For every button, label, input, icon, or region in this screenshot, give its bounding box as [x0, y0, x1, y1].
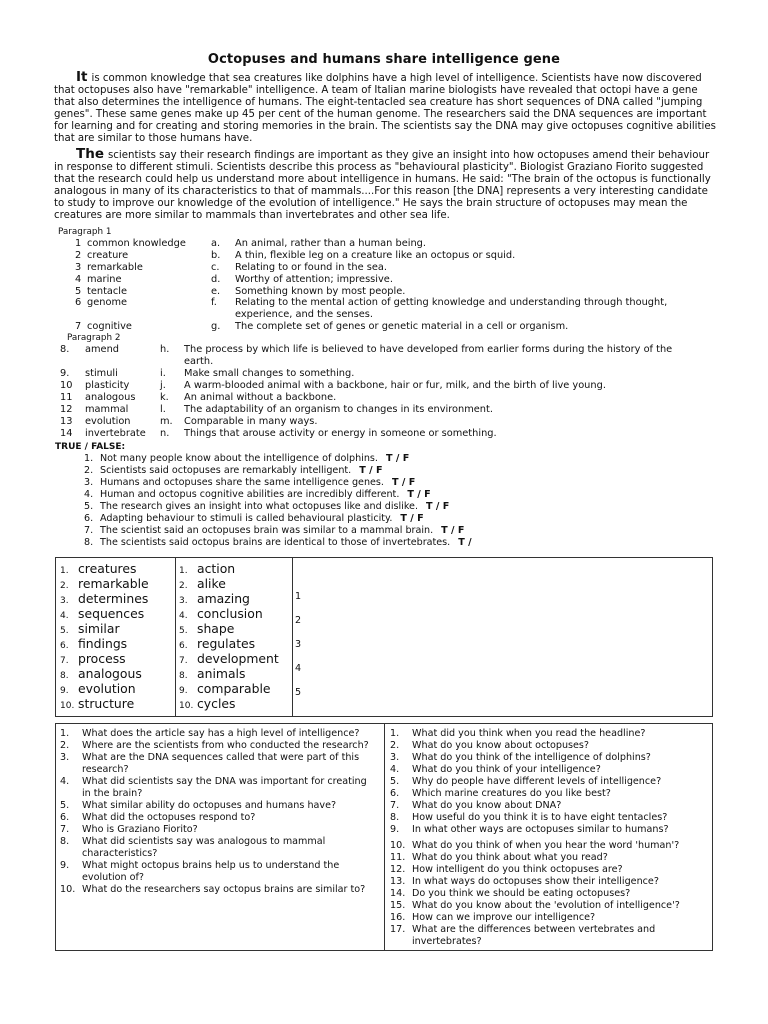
statement-text: Not many people know about the intelligence of dolphins. — [100, 453, 378, 464]
question-text: What did scientists say was analogous to mammal characteristics? — [82, 836, 326, 859]
word-text: comparable — [197, 681, 271, 696]
question-text: What did scientists say the DNA was important for creating in the brain? — [82, 776, 367, 799]
question-item — [390, 864, 710, 876]
vocab-definition: The complete set of genes or genetic material in a cell or organism. — [235, 321, 569, 332]
item-number: 4. — [84, 489, 94, 500]
vocab-letter: n. — [160, 428, 170, 439]
question-number: 12. — [390, 864, 406, 875]
question-item — [390, 788, 710, 800]
word-text: creatures — [78, 561, 137, 576]
true-false-item — [84, 513, 424, 525]
question-text: What do you think of your intelligence? — [412, 764, 601, 775]
word-number: 3. — [179, 596, 188, 606]
item-number: 5. — [84, 501, 94, 512]
question-item — [390, 776, 710, 788]
vocab-definition: A thin, flexible leg on a creature like an octopus or squid. — [235, 250, 516, 261]
question-item — [390, 740, 710, 752]
paragraph-1-text: is common knowledge that sea creatures like dolphins have a high level of intelligence. Scientists have now discovered that octopuses also have "remarkable" intelligence. A team of Italian marine biologists have revealed that octopi have a gene that also determines the intelligence of humans. The eight-tentacled sea creature has short sequences of DNA called "jumping genes". These same genes make up 45 per cent of the human genome. The researchers said the DNA sequences are important for learning and for creating and storing memories in the brain. The scientists say the DNA may give octopuses cognitive abilities that are similar to those humans have. — [54, 73, 716, 145]
vocab-number: 12 — [60, 404, 73, 415]
paragraph-2-lead: The — [76, 146, 104, 162]
word-number: 6. — [179, 641, 188, 651]
word-text: animals — [197, 666, 246, 681]
question-text: Who is Graziano Fiorito? — [82, 824, 198, 835]
question-number: 14. — [390, 888, 406, 899]
vocab-letter: m. — [160, 416, 173, 427]
vocab-number: 4 — [75, 274, 82, 285]
question-number: 7. — [60, 824, 70, 835]
question-text: In what ways do octopuses show their intelligence? — [412, 876, 659, 887]
question-item — [390, 852, 710, 864]
question-text: What are the differences between vertebrates and invertebrates? — [412, 924, 656, 947]
synonym-word — [60, 696, 134, 714]
question-number: 3. — [390, 752, 400, 763]
true-false-mark[interactable]: T / F — [385, 453, 410, 464]
question-number: 10. — [60, 884, 76, 895]
true-false-item — [84, 501, 449, 513]
true-false-mark[interactable]: T / F — [391, 477, 416, 488]
question-text: How intelligent do you think octopuses are? — [412, 864, 623, 875]
question-text: What similar ability do octopuses and humans have? — [82, 800, 337, 811]
question-number: 3. — [60, 752, 70, 763]
true-false-item — [84, 465, 383, 477]
vocab-word: amend — [85, 344, 120, 355]
vocab-definition: Relating to or found in the sea. — [235, 262, 387, 273]
statement-text: Adapting behaviour to stimuli is called behavioural plasticity. — [100, 513, 393, 524]
vocab-letter: g. — [211, 321, 221, 332]
item-number: 2. — [84, 465, 94, 476]
vocab-definition: Worthy of attention; impressive. — [235, 274, 393, 285]
item-number: 3. — [84, 477, 94, 488]
question-text: What do you know about octopuses? — [412, 740, 590, 751]
question-item — [60, 728, 378, 740]
vocab-number: 14 — [60, 428, 73, 439]
vocab-word: common knowledge — [87, 238, 186, 249]
true-false-item — [84, 477, 415, 489]
question-text: What do you think of the intelligence of dolphins? — [412, 752, 651, 763]
question-item — [390, 876, 710, 888]
true-false-mark[interactable]: T / F — [359, 465, 383, 476]
vocab-number: 9. — [60, 368, 70, 379]
question-number: 4. — [60, 776, 70, 787]
word-number: 1. — [60, 566, 69, 576]
answer-number: 1 — [295, 591, 302, 602]
statement-text: Humans and octopuses share the same intelligence genes. — [100, 477, 384, 488]
true-false-item — [84, 537, 472, 549]
question-number: 2. — [60, 740, 70, 751]
question-text: What might octopus brains help us to understand the evolution of? — [82, 860, 340, 883]
word-text: process — [78, 651, 126, 666]
vocab-definition: The adaptability of an organism to changes in its environment. — [184, 404, 493, 415]
word-text: sequences — [78, 606, 145, 621]
word-text: action — [197, 561, 236, 576]
word-text: regulates — [197, 636, 256, 651]
vocab-number: 6 — [75, 297, 82, 308]
word-number: 7. — [60, 656, 69, 666]
question-number: 4. — [390, 764, 400, 775]
item-number: 7. — [84, 525, 94, 536]
page-title: Octopuses and humans share intelligence gene — [207, 52, 561, 67]
vocab-word: evolution — [85, 416, 131, 427]
answer-number: 4 — [295, 663, 302, 674]
vocab-definition: Make small changes to something. — [184, 368, 355, 379]
vocab-word: tentacle — [87, 286, 128, 297]
word-text: structure — [78, 696, 135, 711]
vocab-number: 13 — [60, 416, 73, 427]
vocab-word: stimuli — [85, 368, 118, 379]
question-item — [390, 912, 710, 924]
question-item — [390, 752, 710, 764]
question-number: 5. — [390, 776, 400, 787]
vocab-word: analogous — [85, 392, 136, 403]
discussion-questions — [390, 728, 710, 948]
paragraph-1-lead: It — [76, 69, 88, 85]
statement-text: The scientists said octopus brains are identical to those of invertebrates. — [100, 537, 451, 548]
question-text: Where are the scientists from who conducted the research? — [82, 740, 369, 751]
question-number: 6. — [60, 812, 70, 823]
vocab-number: 1 — [75, 238, 82, 249]
vocab-letter: f. — [211, 297, 217, 308]
word-text: similar — [78, 621, 120, 636]
question-item — [390, 824, 710, 836]
question-item — [60, 812, 378, 824]
question-number: 6. — [390, 788, 400, 799]
statement-text: The scientist said an octopuses brain was similar to a mammal brain. — [100, 525, 434, 536]
vocab-definition: Things that arouse activity or energy in someone or something. — [184, 428, 497, 439]
question-item — [60, 884, 378, 896]
word-text: amazing — [197, 591, 250, 606]
vocab-word: cognitive — [87, 321, 132, 332]
word-number: 6. — [60, 641, 69, 651]
vocab-definition: An animal without a backbone. — [184, 392, 337, 403]
item-number: 6. — [84, 513, 94, 524]
vocab-letter: l. — [160, 404, 166, 415]
vocab-definition: The process by which life is believed to have developed from earlier forms during the history of the — [184, 344, 673, 355]
item-number: 1. — [84, 453, 94, 464]
questions-box — [55, 723, 713, 951]
item-number: 8. — [84, 537, 94, 548]
word-number: 1. — [179, 566, 188, 576]
question-text: What did you think when you read the headline? — [412, 728, 646, 739]
article-questions — [60, 728, 378, 896]
vocab-number: 2 — [75, 250, 82, 261]
vocab-word: remarkable — [87, 262, 143, 273]
true-false-item — [84, 453, 409, 465]
question-number: 1. — [60, 728, 70, 739]
question-item — [390, 924, 710, 948]
word-number: 3. — [60, 596, 69, 606]
word-number: 5. — [60, 626, 69, 636]
true-false-mark[interactable]: T / — [458, 537, 472, 548]
question-item — [390, 764, 710, 776]
word-number: 8. — [60, 671, 69, 681]
true-false-item — [84, 525, 464, 537]
question-text: How can we improve our intelligence? — [412, 912, 596, 923]
vocab-number: 7 — [75, 321, 82, 332]
true-false-mark[interactable]: T / F — [400, 513, 424, 524]
word-text: shape — [197, 621, 235, 636]
question-item — [60, 824, 378, 836]
word-text: conclusion — [197, 606, 263, 621]
word-number: 2. — [179, 581, 188, 591]
true-false-heading: TRUE / FALSE: — [55, 442, 126, 452]
word-number: 9. — [60, 686, 69, 696]
vocab-letter: i. — [160, 368, 166, 379]
question-number: 13. — [390, 876, 406, 887]
word-text: findings — [78, 636, 128, 651]
word-number: 2. — [60, 581, 69, 591]
vocab-number: 10 — [60, 380, 73, 391]
vocab-word: plasticity — [85, 380, 130, 391]
word-number: 10. — [60, 701, 75, 711]
question-number: 2. — [390, 740, 400, 751]
question-text: What does the article say has a high level of intelligence? — [82, 728, 360, 739]
word-number: 10. — [179, 701, 194, 711]
answer-number: 3 — [295, 639, 302, 650]
vocab-word: invertebrate — [85, 428, 146, 439]
questions-divider — [384, 724, 385, 950]
article-paragraph-2 — [54, 148, 716, 223]
vocab-number: 11 — [60, 392, 73, 403]
word-text: determines — [78, 591, 149, 606]
vocab-number: 3 — [75, 262, 82, 273]
question-text: What do you know about the 'evolution of intelligence'? — [412, 900, 680, 911]
question-item — [60, 860, 378, 884]
paragraph-2-text: scientists say their research findings are important as they give an insight into how octopuses amend their behaviour in response to different stimuli. Scientists describe this process as "behavioural plasticity". Biologist Graziano Fiorito suggested that the research could help us understand more about intelligence in humans. He said: "The brain of the octopus is functionally analogous in many of its characteristics to that of mammals....For this reason [the DNA] represents a very interesting candidate to study to improve our knowledge of the evolution of intelligence." He says the brain structure of octopuses may mean the creatures are more similar to mammals than invertebrates and other sea life. — [54, 150, 711, 222]
question-number: 9. — [60, 860, 70, 871]
vocab-letter: k. — [160, 392, 169, 403]
question-item — [390, 888, 710, 900]
question-number: 8. — [60, 836, 70, 847]
true-false-mark[interactable]: T / F — [441, 525, 465, 536]
question-text: What did the octopuses respond to? — [82, 812, 256, 823]
synonym-word — [179, 696, 235, 714]
vocab-word: creature — [87, 250, 129, 261]
true-false-mark[interactable]: T / F — [407, 489, 431, 500]
vocab-letter: e. — [211, 286, 221, 297]
true-false-item — [84, 489, 431, 501]
question-text: What do you think of when you hear the word 'human'? — [412, 840, 680, 851]
word-text: evolution — [78, 681, 136, 696]
word-number: 9. — [179, 686, 188, 696]
vocab-letter: d. — [211, 274, 221, 285]
vocab-definition: Comparable in many ways. — [184, 416, 318, 427]
vocab-letter: b. — [211, 250, 221, 261]
vocab-letter: j. — [160, 380, 166, 391]
vocab-letter: a. — [211, 238, 221, 249]
vocab-letter: c. — [211, 262, 220, 273]
word-number: 4. — [60, 611, 69, 621]
question-item — [390, 800, 710, 812]
question-number: 1. — [390, 728, 400, 739]
word-number: 4. — [179, 611, 188, 621]
vocab-1-heading: Paragraph 1 — [58, 227, 112, 237]
question-item — [60, 752, 378, 776]
question-item — [60, 800, 378, 812]
word-number: 5. — [179, 626, 188, 636]
statement-text: Human and octopus cognitive abilities are incredibly different. — [100, 489, 400, 500]
question-text: In what other ways are octopuses similar to humans? — [412, 824, 669, 835]
vocab-definition: Relating to the mental action of getting knowledge and understanding through thought, — [235, 297, 668, 308]
question-number: 5. — [60, 800, 70, 811]
question-number: 16. — [390, 912, 406, 923]
vocab-number: 5 — [75, 286, 82, 297]
answer-number: 2 — [295, 615, 302, 626]
question-number: 17. — [390, 924, 406, 935]
question-item — [390, 840, 710, 852]
question-item — [60, 836, 378, 860]
question-text: Do you think we should be eating octopuses? — [412, 888, 631, 899]
vocab-definition: A warm-blooded animal with a backbone, hair or fur, milk, and the birth of live young. — [184, 380, 606, 391]
vocab-definition: Something known by most people. — [235, 286, 406, 297]
question-number: 15. — [390, 900, 406, 911]
question-text: Why do people have different levels of intelligence? — [412, 776, 662, 787]
question-item — [390, 900, 710, 912]
question-number: 11. — [390, 852, 406, 863]
word-text: remarkable — [78, 576, 149, 591]
question-text: What are the DNA sequences called that were part of this research? — [82, 752, 360, 775]
word-number: 8. — [179, 671, 188, 681]
vocab-definition: An animal, rather than a human being. — [235, 238, 427, 249]
word-text: development — [197, 651, 279, 666]
statement-text: Scientists said octopuses are remarkably intelligent. — [100, 465, 352, 476]
vocab-definition: earth. — [184, 356, 214, 367]
vocab-word: mammal — [85, 404, 129, 415]
question-text: What do you know about DNA? — [412, 800, 562, 811]
question-text: What do you think about what you read? — [412, 852, 608, 863]
question-text: How useful do you think it is to have eight tentacles? — [412, 812, 668, 823]
question-number: 7. — [390, 800, 400, 811]
statement-text: The research gives an insight into what octopuses like and dislike. — [100, 501, 419, 512]
synonym-match-box — [55, 557, 713, 717]
answer-number: 5 — [295, 687, 302, 698]
question-text: Which marine creatures do you like best? — [412, 788, 611, 799]
question-item — [390, 812, 710, 824]
vocab-letter: h. — [160, 344, 170, 355]
vocab-2-heading: Paragraph 2 — [67, 333, 121, 343]
question-number: 8. — [390, 812, 400, 823]
question-item — [60, 776, 378, 800]
true-false-mark[interactable]: T / F — [426, 501, 450, 512]
vocab-word: marine — [87, 274, 122, 285]
question-number: 9. — [390, 824, 400, 835]
vocab-number: 8. — [60, 344, 70, 355]
word-number: 7. — [179, 656, 188, 666]
word-text: analogous — [78, 666, 142, 681]
question-item — [390, 728, 710, 740]
vocab-definition: experience, and the senses. — [235, 309, 373, 320]
word-text: alike — [197, 576, 226, 591]
word-text: cycles — [197, 696, 236, 711]
article-paragraph-1 — [54, 71, 716, 146]
question-text: What do the researchers say octopus brains are similar to? — [82, 884, 366, 895]
vocab-word: genome — [87, 297, 128, 308]
question-item — [60, 740, 378, 752]
question-number: 10. — [390, 840, 406, 851]
